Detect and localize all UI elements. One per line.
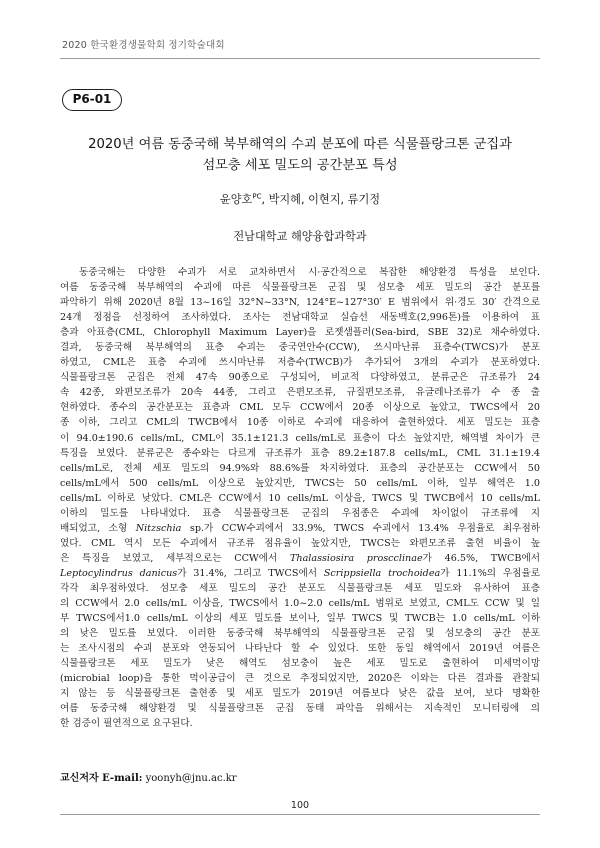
abstract-line: 이 94.0±190.6 cells/mL, CML이 35.1±121.3 cells/mL로 표층이 다소 높았지만, 해역별 차이가 큰 <box>60 432 540 444</box>
abstract-line: 는 조사시점의 수괴 분포와 연동되어 나타난다 할 수 있었다. 또한 동일 해역에서 2019년 여름은 <box>60 643 540 655</box>
paper-title <box>60 134 540 176</box>
abstract-line: 식물플랑크톤 군집은 전체 47속 90종으로 구성되어, 비교적 다양하였고, 분류군은 규조류가 24 <box>60 372 540 384</box>
page-number: 100 <box>290 800 310 811</box>
title-line-1: 2020년 여름 동중국해 북부해역의 수괴 분포에 따른 식물플랑크톤 군집과 <box>88 137 512 152</box>
abstract-line: (microbial loop)을 통한 먹이공급이 큰 것으로 추정되었지만, 2020은 이와는 다른 결과를 관찰되 <box>60 673 540 685</box>
contact-email: yoonyh@jnu.ac.kr <box>145 773 237 784</box>
header-divider <box>60 58 540 59</box>
abstract-line: 은 특징을 보였고, 세부적으로는 CCW에서 Thalassiosira proscclinae가 46.5%, TWCB에서 <box>60 552 540 564</box>
abstract-line: 여름 동중국해 해양환경 및 식물플랑크톤 군집 동태 파악을 위해서는 지속적인 모니터링에 의 <box>60 703 540 715</box>
abstract-line: 의 낮은 밀도를 보였다. 이러한 동중국해 북부해역의 식물플랑크톤 군집 및 섬모충의 공간 분포 <box>60 628 540 640</box>
abstract-line: 부 TWCS에서1.0 cells/mL 이상의 세포 밀도를 보이나, 일부 TWCS 및 TWCB는 1.0 cells/mL 이하 <box>60 613 540 625</box>
abstract-line: 각각 최우점하였다. 섬모충 세포 밀도의 공간 분포도 식물플랑크톤 세포 밀도와 유사하여 표층 <box>60 582 540 594</box>
abstract-line: 속 42종, 와편모조류가 20속 44종, 그리고 은편모조류, 규질편모조류, 유글레나조류가 수 종 출 <box>60 387 540 399</box>
abstract-line: 특징을 보였다. 분류군은 종수와는 다르게 규조류가 표층 89.2±187.8 cells/mL, CML 31.1±19.4 <box>60 447 540 459</box>
footer-divider <box>60 814 540 815</box>
abstract-line: Leptocylindrus danicus가 31.4%, 그리고 TWCS에서 Scrippsiella trochoidea가 11.1%의 우점율로 <box>60 567 540 579</box>
presenting-author: 윤양호 <box>219 193 253 206</box>
contact-label: 교신저자 E-mail: <box>60 773 143 784</box>
abstract-line: 종 이하, 그리고 CML의 TWCB에서 10종 이하로 수괴에 대응하여 출현하였다. 세포 밀도는 표층 <box>60 417 540 429</box>
presenter-corresponding-mark: PC <box>252 192 262 201</box>
abstract-line: 여름 동중국해 북부해역의 수괴에 따른 식물플랑크톤 군집 및 섬모충 세포 밀도의 공간 분포를 <box>60 282 540 294</box>
abstract-line: 24개 정점을 선정하여 조사하였다. 조사는 전남대학교 실습선 새동백호(2,996톤)를 이용하여 표 <box>60 312 540 324</box>
abstract-line: cells/mL로, 전체 세포 밀도의 94.9%와 88.6%를 차지하였다. 표층의 공간분포는 CCW에서 50 <box>60 462 540 474</box>
title-line-2: 섬모충 세포 밀도의 공간분포 특성 <box>202 158 398 173</box>
co-authors: , 박지혜, 이현지, 류기정 <box>261 193 381 206</box>
abstract-line: 의 CCW에서 2.0 cells/mL 이상을, TWCS에서 1.0~2.0 cells/mL 범위로 보였고, CML도 CCW 및 일 <box>60 598 540 610</box>
abstract-line: 하였고, CML은 표층 수괴에 쓰시마난류 저층수(TWCB)가 추가되어 3개의 수괴가 분포하였다. <box>60 357 540 369</box>
corresponding-author-contact <box>60 769 237 784</box>
affiliation: 전남대학교 해양융합과학과 <box>233 230 367 243</box>
abstract-line: 배되었고, 소형 Nitzschia sp.가 CCW수괴에서 33.9%, TWCS 수괴에서 13.4% 우점율로 최우점하 <box>60 522 540 534</box>
conference-header: 2020 한국환경생물학회 정기학술대회 <box>62 40 225 51</box>
abstract-line: 층과 아표층(CML, Chlorophyll Maximum Layer)을 로젯샘플러(Sea-bird, SBE 32)로 채수하였다. <box>60 327 540 339</box>
abstract-line: 결과, 동중국해 북부해역의 표층 수괴는 중국연안수(CCW), 쓰시마난류 표층수(TWCS)가 분포 <box>60 342 540 354</box>
abstract-line: cells/mL에서 500 cells/mL 이상으로 높았지만, TWCS는 50 cells/mL 이하, 일부 해역은 1.0 <box>60 477 540 489</box>
abstract-body <box>60 265 540 731</box>
abstract-line: 파악하기 위해 2020년 8월 13~16일 32°N~33°N, 124°E~127°30′ E 범위에서 위·경도 30′ 간격으로 <box>60 297 540 309</box>
abstract-line: 였다. CML 역시 모든 수괴에서 규조류 점유율이 높았지만, TWCS는 와편모조류 출현 비율이 높 <box>60 537 540 549</box>
abstract-line: cells/mL 이하로 낮았다. CML은 CCW에서 10 cells/mL 이상을, TWCS 및 TWCB에서 10 cells/mL <box>60 492 540 504</box>
abstract-line: 현하였다. 종수의 공간분포는 표층과 CML 모두 CCW에서 20종 이상으로 높았고, TWCS에서 20 <box>60 402 540 414</box>
abstract-line: 식물플랑크톤 세포 밀도가 낮은 해역도 섬모충이 높은 세포 밀도로 출현하여 미세먹이망 <box>60 658 540 670</box>
abstract-line: 동중국해는 다양한 수괴가 서로 교차하면서 시·공간적으로 복잡한 해양환경 특성을 보인다. <box>79 267 540 278</box>
abstract-line: 한 검증이 필연적으로 요구된다. <box>60 718 193 730</box>
author-list <box>60 191 540 207</box>
abstract-line: 이하의 밀도를 나타내었다. 표층 식물플랑크톤 군집의 우점종은 수괴에 차이없이 규조류에 지 <box>60 507 540 519</box>
poster-id-badge: P6-01 <box>62 89 122 111</box>
abstract-line: 지 않는 등 식물플랑크톤 출현종 및 세포 밀도가 2019년 여름보다 낮은 값을 보여, 보다 명확한 <box>60 688 540 700</box>
